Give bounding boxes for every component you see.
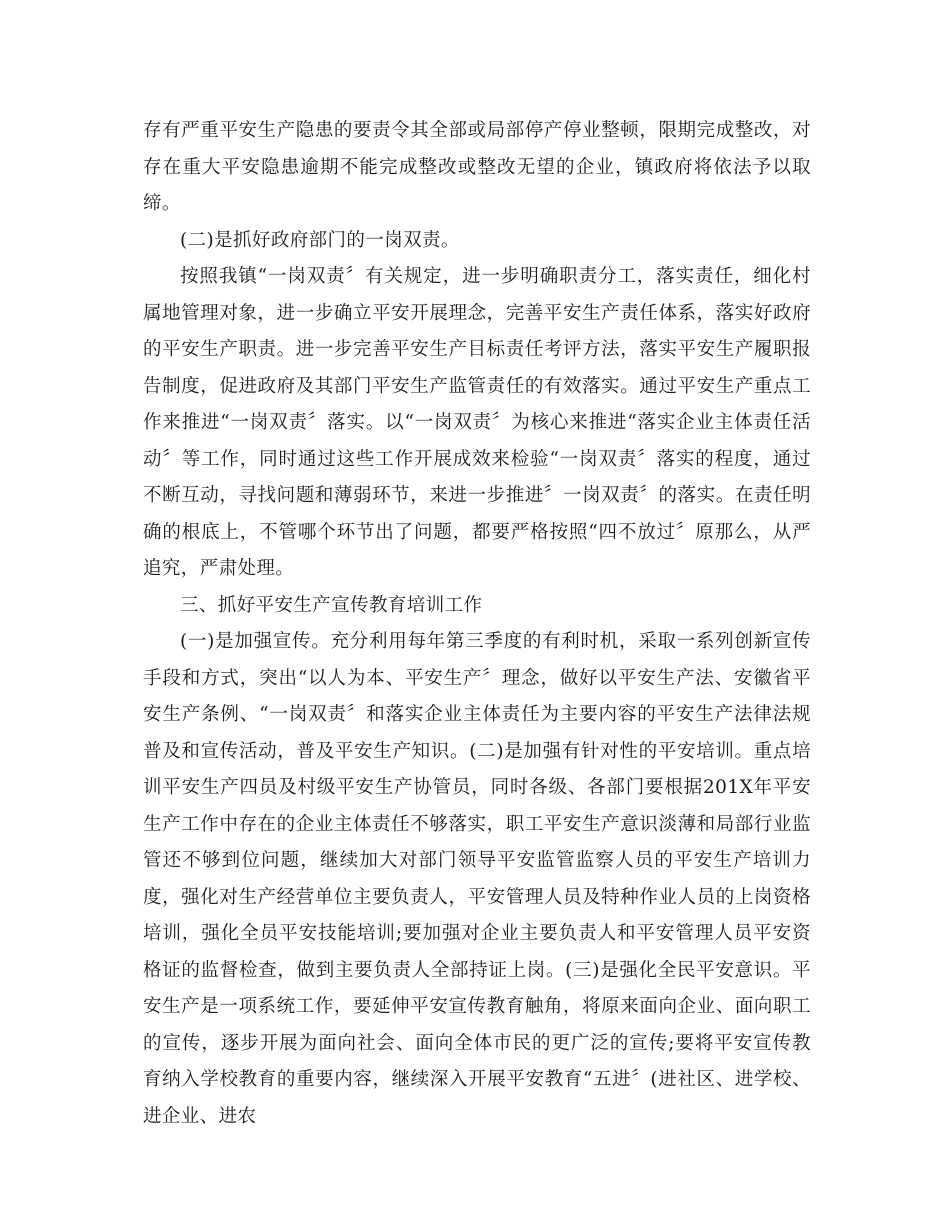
paragraph-continuation: 存有严重平安生产隐患的要责令其全部或局部停产停业整顿，限期完成整改，对存在重大平安隐患逾期不能完成整改或整改无望的企业，镇政府将依法予以取缔。 — [143, 120, 811, 214]
paragraph-responsibility: 按照我镇“一岗双责〞有关规定，进一步明确职责分工，落实责任，细化村属地管理对象，进一步确立平安开展理念，完善平安生产责任体系，落实好政府的平安生产职责。进一步完善平安生产目标责任考评方法，落实平安生产履职报告制度，促进政府及其部门平安生产监管责任的有效落实。通过平安生产重点工作来推进“一岗双责〞落实。以“一岗双责〞为核心来推进“落实企业主体责任活动〞等工作，同时通过这些工作开展成效来检验“一岗双责〞落实的程度，通过不断互动，寻找问题和薄弱环节，来进一步推进〞一岗双责〞的落实。在责任明确的根底上，不管哪个环节出了问题，都要严格按照“四不放过〞原那么，从严追究，严肃处理。 — [143, 266, 811, 579]
document-body — [143, 113, 811, 1135]
paragraph-subheading-two: (二)是抓好政府部门的一岗双责。 — [180, 229, 460, 251]
section-heading-three: 三、抓好平安生产宣传教育培训工作 — [180, 594, 483, 616]
paragraph-publicity-training: (一)是加强宣传。充分利用每年第三季度的有利时机，采取一系列创新宣传手段和方式，突出“以人为本、平安生产〞理念，做好以平安生产法、安徽省平安生产条例、“一岗双责〞和落实企业主体责任为主要内容的平安生产法律法规普及和宣传活动，普及平安生产知识。(二)是加强有针对性的平安培训。重点培训平安生产四员及村级平安生产协管员，同时各级、各部门要根据201X年平安生产工作中存在的企业主体责任不够落实，职工平安生产意识淡薄和局部行业监管还不够到位问题，继续加大对部门领导平安监管监察人员的平安生产培训力度，强化对生产经营单位主要负责人，平安管理人员及特种作业人员的上岗资格培训，强化全员平安技能培训;要加强对企业主要负责人和平安管理人员平安资格证的监督检查，做到主要负责人全部持证上岗。(三)是强化全民平安意识。平安生产是一项系统工作，要延伸平安宣传教育触角，将原来面向企业、面向职工的宣传，逐步开展为面向社会、面向全体市民的更广泛的宣传;要将平安宣传教育纳入学校教育的重要内容，继续深入开展平安教育“五进〞(进社区、进学校、进企业、进农 — [143, 631, 811, 1127]
